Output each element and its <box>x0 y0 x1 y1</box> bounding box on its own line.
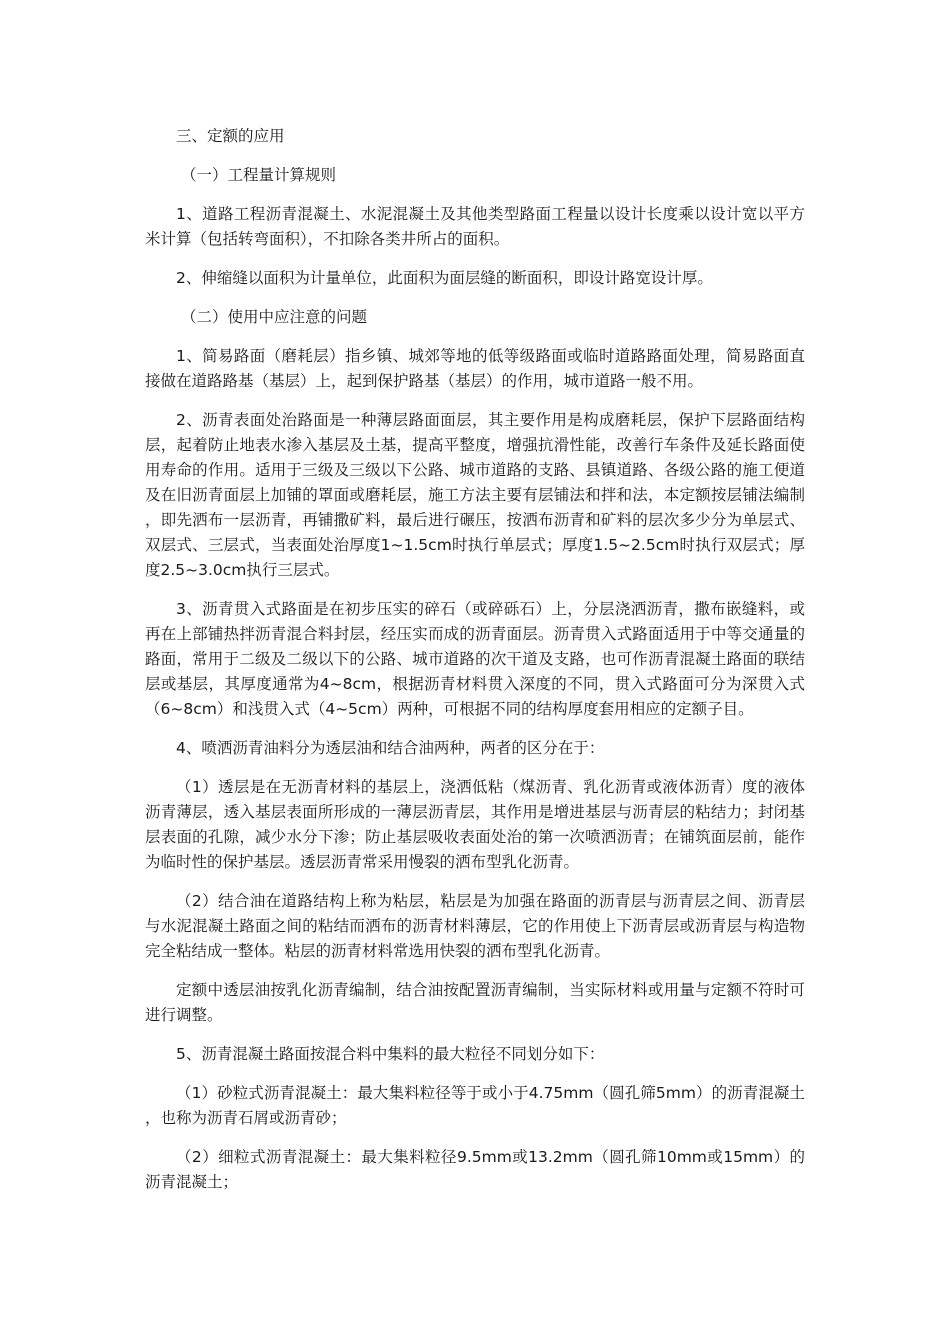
paragraph-note-3: 3、沥青贯入式路面是在初步压实的碎石（或碎砾石）上，分层浇洒沥青，撒布嵌缝料，或再在上部铺热拌沥青混合料封层，经压实而成的沥青面层。沥青贯入式路面适用于中等交通量的路面，常用于二级及二级以下的公路、城市道路的次干道及支路，也可作沥青混凝土路面的联结层或基层，其厚度通常为4~8cm，根据沥青材料贯入深度的不同，贯入式路面可分为深贯入式（6~8cm）和浅贯入式（4~5cm）两种，可根据不同的结构厚度套用相应的定额子目。 <box>145 600 805 718</box>
paragraph-note-1: 1、简易路面（磨耗层）指乡镇、城郊等地的低等级路面或临时道路路面处理，简易路面直接做在道路路基（基层）上，起到保护路基（基层）的作用，城市道路一般不用。 <box>145 347 805 390</box>
paragraph-note-2: 2、沥青表面处治路面是一种薄层路面面层，其主要作用是构成磨耗层，保护下层路面结构层，起着防止地表水渗入基层及土基，提高平整度，增强抗滑性能，改善行车条件及延长路面使用寿命的作用。适用于三级及三级以下公路、城市道路的支路、县镇道路、各级公路的施工便道及在旧沥青面层上加铺的罩面或磨耗层，施工方法主要有层铺法和拌和法，本定额按层铺法编制，即先洒布一层沥青，再铺撒矿料，最后进行碾压，按洒布沥青和矿料的层次多少分为单层式、双层式、三层式，当表面处治厚度1~1.5cm时执行单层式；厚度1.5~2.5cm时执行双层式；厚度2.5~3.0cm执行三层式。 <box>145 411 805 579</box>
section-title: 三、定额的应用 <box>176 127 285 145</box>
paragraph-note-4: 4、喷洒沥青油料分为透层油和结合油两种，两者的区分在于： <box>176 739 605 757</box>
subsection-title-usage-notes: （二）使用中应注意的问题 <box>181 308 368 326</box>
paragraph-note-5-1: （1）砂粒式沥青混凝土：最大集料粒径等于或小于4.75mm（圆孔筛5mm）的沥青混凝土，也称为沥青石屑或沥青砂； <box>145 1084 805 1127</box>
paragraph-rule-2: 2、伸缩缝以面积为计量单位，此面积为面层缝的断面积，即设计路宽设计厚。 <box>176 269 713 287</box>
paragraph-note-4-adjustment: 定额中透层油按乳化沥青编制，结合油按配置沥青编制，当实际材料或用量与定额不符时可进行调整。 <box>145 981 805 1024</box>
paragraph-rule-1: 1、道路工程沥青混凝土、水泥混凝土及其他类型路面工程量以设计长度乘以设计宽以平方米计算（包括转弯面积），不扣除各类井所占的面积。 <box>145 205 805 248</box>
paragraph-note-5-2: （2）细粒式沥青混凝土：最大集料粒径9.5mm或13.2mm（圆孔筛10mm或15mm）的沥青混凝土； <box>145 1148 805 1191</box>
paragraph-note-4-2: （2）结合油在道路结构上称为粘层，粘层是为加强在路面的沥青层与沥青层之间、沥青层与水泥混凝土路面之间的粘结而洒布的沥青材料薄层，它的作用使上下沥青层或沥青层与构造物完全粘结成一整体。粘层的沥青材料常选用快裂的洒布型乳化沥青。 <box>145 892 805 960</box>
paragraph-note-4-1: （1）透层是在无沥青材料的基层上，浇洒低粘（煤沥青、乳化沥青或液体沥青）度的液体沥青薄层，透入基层表面所形成的一薄层沥青层，其作用是增进基层与沥青层的粘结力；封闭基层表面的孔隙，减少水分下渗；防止基层吸收表面处治的第一次喷洒沥青；在铺筑面层前，能作为临时性的保护基层。透层沥青常采用慢裂的洒布型乳化沥青。 <box>145 778 805 871</box>
document-body <box>145 124 805 1209</box>
subsection-title-calculation-rules: （一）工程量计算规则 <box>181 166 337 184</box>
paragraph-note-5: 5、沥青混凝土路面按混合料中集料的最大粒径不同划分如下： <box>176 1045 605 1063</box>
